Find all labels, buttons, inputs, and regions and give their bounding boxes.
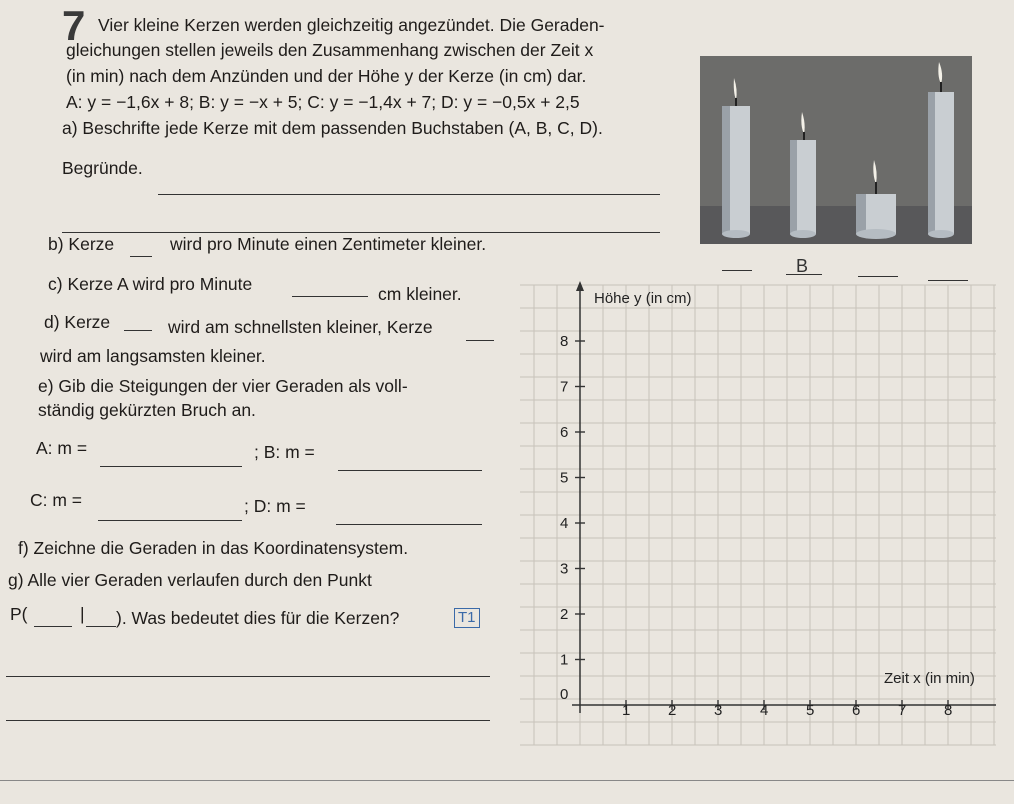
x-tick-label-4: 4 [760, 702, 769, 719]
point-p-x-blank[interactable] [34, 626, 72, 627]
y-tick-label-3: 3 [560, 560, 569, 578]
part-a-text: a) Beschrifte jede Kerze mit dem passenden Buchstaben (A, B, C, D). [62, 118, 603, 138]
x-tick-label-7: 7 [898, 702, 907, 719]
point-p-open: P( [10, 604, 28, 624]
candle-label-b: B [796, 256, 809, 276]
y-tick-label-8: 8 [560, 333, 569, 350]
x-tick-label-8: 8 [944, 702, 953, 719]
slope-d-answer[interactable] [336, 524, 482, 525]
y-tick-label-7: 7 [560, 378, 569, 396]
part-b-prefix: b) Kerze [48, 234, 115, 254]
slope-c-label: C: m = [30, 490, 83, 510]
intro-line-3: (in min) nach dem Anzünden und der Höhe y der Kerze (in cm) dar. [66, 66, 587, 86]
y-tick-label-5: 5 [560, 469, 569, 487]
page-edge-line [0, 780, 1014, 781]
intro-line-1: Vier kleine Kerzen werden gleichzeitig angezündet. Die Geraden- [98, 15, 605, 35]
slope-a-answer[interactable] [100, 466, 242, 467]
x-tick-label-3: 3 [714, 702, 723, 719]
candle-label-blank-1[interactable] [722, 270, 752, 271]
answer-line-g2[interactable] [6, 720, 490, 721]
point-p-separator: | [80, 604, 85, 624]
answer-blank-c[interactable] [292, 296, 368, 297]
part-d-middle: wird am schnellsten kleiner, Kerze [168, 317, 433, 337]
part-a-begruende: Begründe. [62, 158, 143, 178]
x-axis-label: Zeit x (in min) [884, 670, 975, 687]
x-tick-label-6: 6 [852, 702, 861, 719]
candles-photo [700, 56, 972, 244]
part-b-suffix: wird pro Minute einen Zentimeter kleiner. [170, 234, 487, 254]
slope-b-answer[interactable] [338, 470, 482, 471]
part-d-line2: wird am langsamsten kleiner. [40, 346, 266, 366]
x-tick-label-5: 5 [806, 702, 815, 719]
coordinate-grid[interactable] [520, 275, 1000, 755]
y-axis-arrow [576, 281, 584, 291]
answer-blank-b[interactable] [130, 256, 152, 257]
answer-blank-d1[interactable] [124, 330, 152, 331]
x-tick-label-2: 2 [668, 702, 677, 719]
tool-badge-t1: T1 [454, 608, 480, 628]
slope-b-label: ; B: m = [254, 442, 315, 462]
answer-line-a2[interactable] [62, 232, 660, 233]
task-number: 7 [62, 2, 86, 49]
origin-label: 0 [560, 686, 569, 703]
part-d-prefix: d) Kerze [44, 312, 111, 332]
part-f-text: f) Zeichne die Geraden in das Koordinatensystem. [18, 538, 409, 558]
y-tick-label-1: 1 [560, 651, 569, 669]
point-p-y-blank[interactable] [86, 626, 116, 627]
y-tick-label-2: 2 [560, 606, 569, 623]
part-c-suffix: cm kleiner. [378, 284, 462, 304]
y-tick-label-6: 6 [560, 424, 569, 441]
part-e-line2: ständig gekürzten Bruch an. [38, 400, 256, 420]
intro-line-2: gleichungen stellen jeweils den Zusammenhang zwischen der Zeit x [66, 40, 594, 60]
equations-line: A: y = −1,6x + 8; B: y = −x + 5; C: y = −1,4x + 7; D: y = −0,5x + 2,5 [66, 92, 580, 112]
part-g-line1: g) Alle vier Geraden verlaufen durch den Punkt [8, 570, 372, 590]
slope-a-label: A: m = [36, 438, 88, 458]
part-c-prefix: c) Kerze A wird pro Minute [48, 274, 253, 294]
candles-illustration [700, 56, 972, 244]
answer-line-g1[interactable] [6, 676, 490, 677]
answer-blank-d2[interactable] [466, 340, 494, 341]
y-axis-label: Höhe y (in cm) [594, 290, 692, 307]
y-tick-label-4: 4 [560, 515, 569, 532]
slope-c-answer[interactable] [98, 520, 242, 521]
part-g-question: ). Was bedeutet dies für die Kerzen? [116, 608, 400, 628]
slope-d-label: ; D: m = [244, 496, 306, 516]
part-e-line1: e) Gib die Steigungen der vier Geraden als voll- [38, 376, 408, 396]
x-tick-label-1: 1 [622, 702, 631, 719]
answer-line-a1[interactable] [158, 194, 660, 195]
